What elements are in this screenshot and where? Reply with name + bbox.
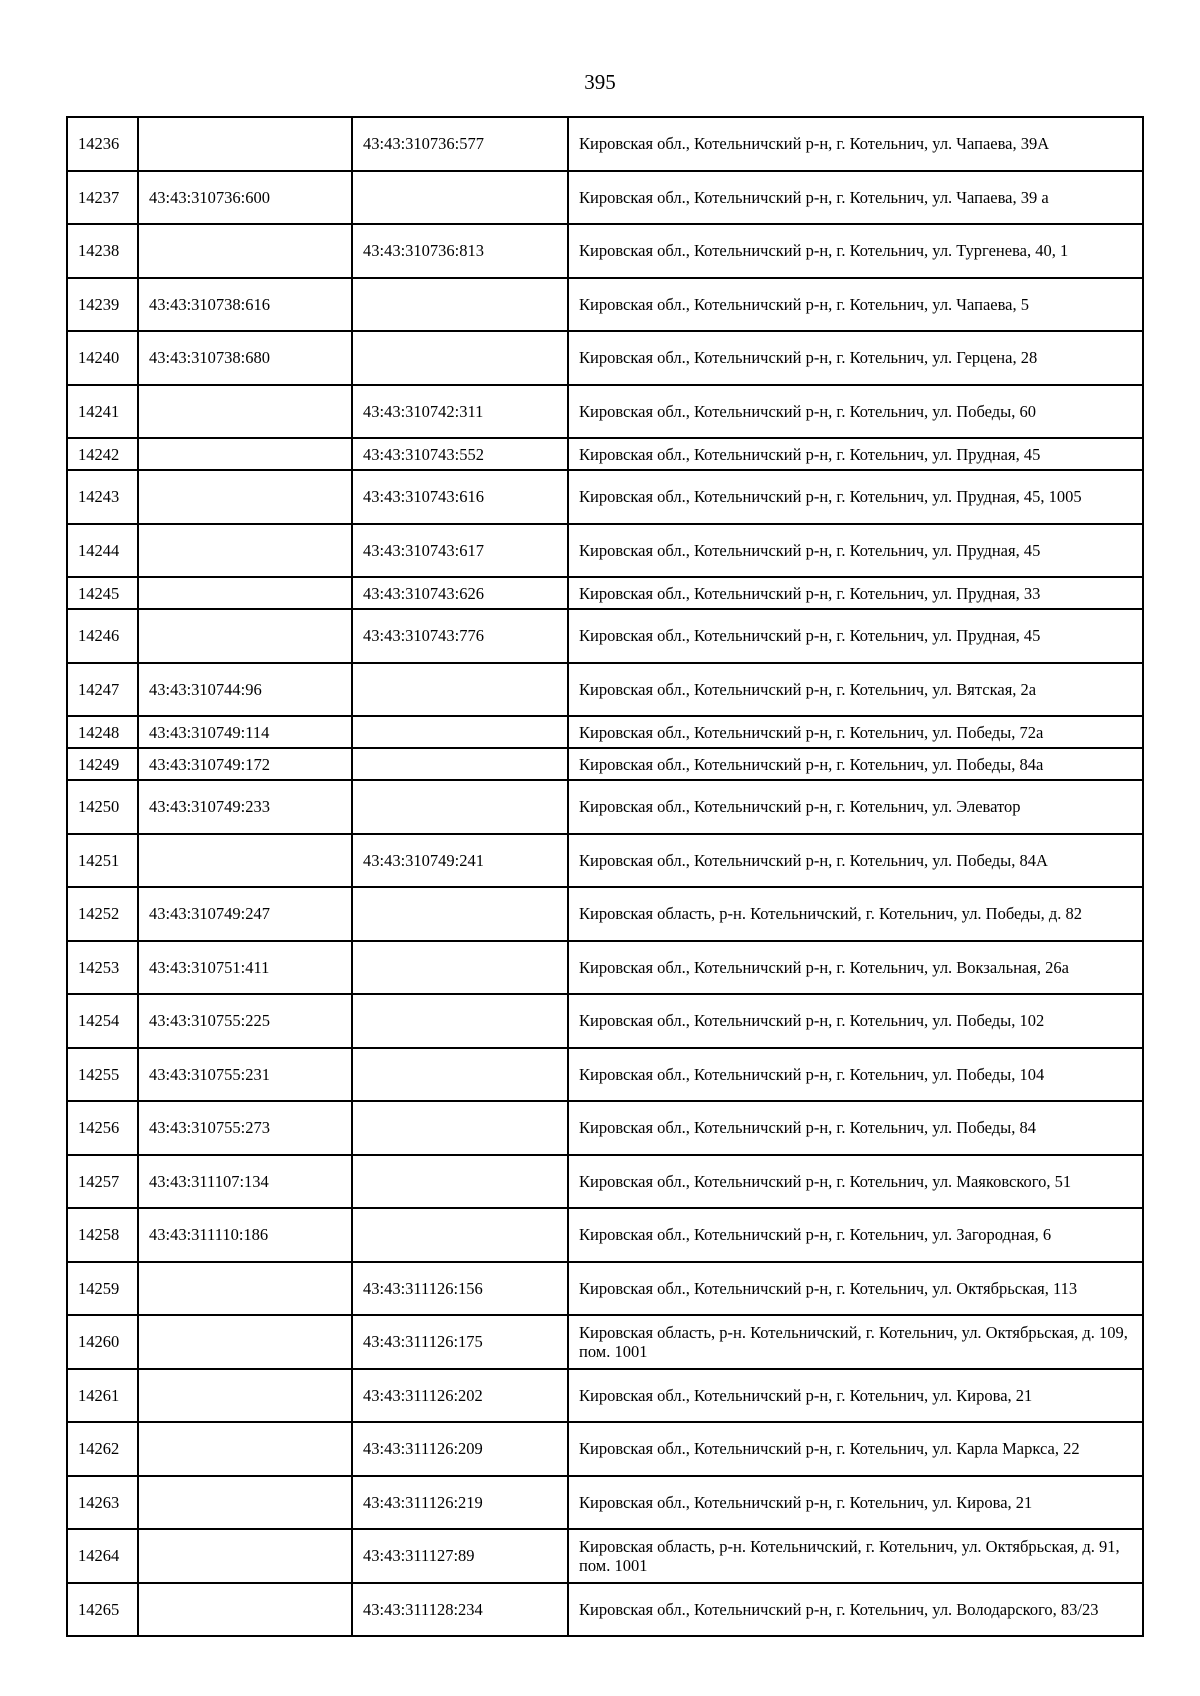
table-row	[67, 887, 1143, 941]
table-row	[67, 385, 1143, 439]
row-number-cell: 14256	[67, 1101, 138, 1155]
table-row	[67, 1048, 1143, 1102]
land-cadastral-number-cell	[138, 834, 352, 888]
row-number-cell: 14242	[67, 438, 138, 470]
row-number-cell: 14252	[67, 887, 138, 941]
land-cadastral-number-cell: 43:43:311110:186	[138, 1208, 352, 1262]
land-cadastral-number-cell	[138, 470, 352, 524]
row-number-cell: 14248	[67, 716, 138, 748]
land-cadastral-number-cell: 43:43:310749:114	[138, 716, 352, 748]
table-row	[67, 1315, 1143, 1369]
row-number-cell: 14246	[67, 609, 138, 663]
table-row	[67, 470, 1143, 524]
address-cell: Кировская обл., Котельничский р-н, г. Котельнич, ул. Кирова, 21	[568, 1476, 1143, 1530]
land-cadastral-number-cell	[138, 1369, 352, 1423]
row-number-cell: 14263	[67, 1476, 138, 1530]
row-number-cell: 14243	[67, 470, 138, 524]
address-cell: Кировская обл., Котельничский р-н, г. Котельнич, ул. Октябрьская, 113	[568, 1262, 1143, 1316]
address-cell: Кировская обл., Котельничский р-н, г. Котельнич, ул. Победы, 72а	[568, 716, 1143, 748]
address-cell: Кировская обл., Котельничский р-н, г. Котельнич, ул. Вятская, 2а	[568, 663, 1143, 717]
table-row	[67, 577, 1143, 609]
object-cadastral-number-cell	[352, 171, 568, 225]
row-number-cell: 14247	[67, 663, 138, 717]
table-row	[67, 1422, 1143, 1476]
object-cadastral-number-cell	[352, 278, 568, 332]
land-cadastral-number-cell: 43:43:310749:233	[138, 780, 352, 834]
object-cadastral-number-cell: 43:43:311126:156	[352, 1262, 568, 1316]
table-row	[67, 941, 1143, 995]
address-cell: Кировская обл., Котельничский р-н, г. Котельнич, ул. Победы, 60	[568, 385, 1143, 439]
address-cell: Кировская обл., Котельничский р-н, г. Котельнич, ул. Прудная, 45, 1005	[568, 470, 1143, 524]
table-row	[67, 1101, 1143, 1155]
row-number-cell: 14238	[67, 224, 138, 278]
object-cadastral-number-cell: 43:43:311126:219	[352, 1476, 568, 1530]
object-cadastral-number-cell: 43:43:311126:202	[352, 1369, 568, 1423]
object-cadastral-number-cell: 43:43:310736:813	[352, 224, 568, 278]
table-row	[67, 278, 1143, 332]
address-cell: Кировская обл., Котельничский р-н, г. Котельнич, ул. Вокзальная, 26а	[568, 941, 1143, 995]
object-cadastral-number-cell	[352, 994, 568, 1048]
object-cadastral-number-cell: 43:43:310736:577	[352, 117, 568, 171]
address-cell: Кировская обл., Котельничский р-н, г. Котельнич, ул. Тургенева, 40, 1	[568, 224, 1143, 278]
table-row	[67, 780, 1143, 834]
table-row	[67, 748, 1143, 780]
address-cell: Кировская обл., Котельничский р-н, г. Котельнич, ул. Победы, 102	[568, 994, 1143, 1048]
land-cadastral-number-cell	[138, 438, 352, 470]
address-cell: Кировская обл., Котельничский р-н, г. Котельнич, ул. Карла Маркса, 22	[568, 1422, 1143, 1476]
address-cell: Кировская обл., Котельничский р-н, г. Котельнич, ул. Победы, 84А	[568, 834, 1143, 888]
object-cadastral-number-cell: 43:43:311126:175	[352, 1315, 568, 1369]
object-cadastral-number-cell: 43:43:311128:234	[352, 1583, 568, 1637]
table-row	[67, 438, 1143, 470]
row-number-cell: 14253	[67, 941, 138, 995]
address-cell: Кировская обл., Котельничский р-н, г. Котельнич, ул. Победы, 84	[568, 1101, 1143, 1155]
row-number-cell: 14241	[67, 385, 138, 439]
address-cell: Кировская обл., Котельничский р-н, г. Котельнич, ул. Элеватор	[568, 780, 1143, 834]
row-number-cell: 14236	[67, 117, 138, 171]
row-number-cell: 14249	[67, 748, 138, 780]
object-cadastral-number-cell	[352, 331, 568, 385]
table-row	[67, 224, 1143, 278]
row-number-cell: 14254	[67, 994, 138, 1048]
table-row	[67, 171, 1143, 225]
land-cadastral-number-cell: 43:43:310736:600	[138, 171, 352, 225]
row-number-cell: 14237	[67, 171, 138, 225]
land-cadastral-number-cell: 43:43:310755:231	[138, 1048, 352, 1102]
address-cell: Кировская обл., Котельничский р-н, г. Котельнич, ул. Прудная, 45	[568, 438, 1143, 470]
object-cadastral-number-cell: 43:43:310743:616	[352, 470, 568, 524]
address-cell: Кировская обл., Котельничский р-н, г. Котельнич, ул. Победы, 84а	[568, 748, 1143, 780]
land-cadastral-number-cell	[138, 609, 352, 663]
table-row	[67, 1583, 1143, 1637]
row-number-cell: 14245	[67, 577, 138, 609]
object-cadastral-number-cell	[352, 1208, 568, 1262]
page-number: 395	[584, 70, 616, 94]
land-cadastral-number-cell	[138, 1583, 352, 1637]
land-cadastral-number-cell: 43:43:310755:273	[138, 1101, 352, 1155]
land-cadastral-number-cell: 43:43:310751:411	[138, 941, 352, 995]
table-row	[67, 663, 1143, 717]
object-cadastral-number-cell	[352, 748, 568, 780]
row-number-cell: 14251	[67, 834, 138, 888]
row-number-cell: 14244	[67, 524, 138, 578]
object-cadastral-number-cell: 43:43:310743:617	[352, 524, 568, 578]
table-row	[67, 1529, 1143, 1583]
row-number-cell: 14239	[67, 278, 138, 332]
land-cadastral-number-cell	[138, 577, 352, 609]
land-cadastral-number-cell	[138, 524, 352, 578]
table-row	[67, 834, 1143, 888]
address-cell: Кировская область, р-н. Котельничский, г. Котельнич, ул. Октябрьская, д. 109, пом. 1001	[568, 1315, 1143, 1369]
address-cell: Кировская обл., Котельничский р-н, г. Котельнич, ул. Победы, 104	[568, 1048, 1143, 1102]
address-cell: Кировская обл., Котельничский р-н, г. Котельнич, ул. Маяковского, 51	[568, 1155, 1143, 1209]
table-row	[67, 117, 1143, 171]
land-cadastral-number-cell	[138, 224, 352, 278]
land-cadastral-number-cell: 43:43:310738:680	[138, 331, 352, 385]
object-cadastral-number-cell	[352, 941, 568, 995]
address-cell: Кировская обл., Котельничский р-н, г. Котельнич, ул. Прудная, 45	[568, 524, 1143, 578]
address-cell: Кировская обл., Котельничский р-н, г. Котельнич, ул. Загородная, 6	[568, 1208, 1143, 1262]
row-number-cell: 14259	[67, 1262, 138, 1316]
land-cadastral-number-cell	[138, 1476, 352, 1530]
row-number-cell: 14258	[67, 1208, 138, 1262]
land-cadastral-number-cell	[138, 1262, 352, 1316]
land-cadastral-number-cell	[138, 1422, 352, 1476]
address-cell: Кировская обл., Котельничский р-н, г. Котельнич, ул. Прудная, 33	[568, 577, 1143, 609]
address-cell: Кировская обл., Котельничский р-н, г. Котельнич, ул. Герцена, 28	[568, 331, 1143, 385]
object-cadastral-number-cell	[352, 780, 568, 834]
table-row	[67, 1369, 1143, 1423]
object-cadastral-number-cell: 43:43:310742:311	[352, 385, 568, 439]
table-row	[67, 1262, 1143, 1316]
table-row	[67, 1155, 1143, 1209]
land-cadastral-number-cell	[138, 385, 352, 439]
object-cadastral-number-cell	[352, 1155, 568, 1209]
object-cadastral-number-cell: 43:43:311127:89	[352, 1529, 568, 1583]
object-cadastral-number-cell: 43:43:310743:552	[352, 438, 568, 470]
row-number-cell: 14261	[67, 1369, 138, 1423]
object-cadastral-number-cell: 43:43:310743:626	[352, 577, 568, 609]
table-row	[67, 331, 1143, 385]
object-cadastral-number-cell	[352, 716, 568, 748]
row-number-cell: 14265	[67, 1583, 138, 1637]
row-number-cell: 14262	[67, 1422, 138, 1476]
land-cadastral-number-cell: 43:43:310744:96	[138, 663, 352, 717]
row-number-cell: 14257	[67, 1155, 138, 1209]
land-cadastral-number-cell: 43:43:310749:247	[138, 887, 352, 941]
address-cell: Кировская обл., Котельничский р-н, г. Котельнич, ул. Чапаева, 39А	[568, 117, 1143, 171]
address-cell: Кировская обл., Котельничский р-н, г. Котельнич, ул. Прудная, 45	[568, 609, 1143, 663]
row-number-cell: 14240	[67, 331, 138, 385]
object-cadastral-number-cell: 43:43:310749:241	[352, 834, 568, 888]
object-cadastral-number-cell	[352, 887, 568, 941]
land-cadastral-number-cell: 43:43:310749:172	[138, 748, 352, 780]
registry-table	[66, 116, 1144, 1637]
address-cell: Кировская обл., Котельничский р-н, г. Котельнич, ул. Чапаева, 5	[568, 278, 1143, 332]
land-cadastral-number-cell: 43:43:310755:225	[138, 994, 352, 1048]
table-row	[67, 1476, 1143, 1530]
table-row	[67, 716, 1143, 748]
land-cadastral-number-cell: 43:43:310738:616	[138, 278, 352, 332]
row-number-cell: 14260	[67, 1315, 138, 1369]
object-cadastral-number-cell: 43:43:311126:209	[352, 1422, 568, 1476]
table-row	[67, 1208, 1143, 1262]
table-row	[67, 994, 1143, 1048]
table-row	[67, 524, 1143, 578]
land-cadastral-number-cell	[138, 117, 352, 171]
address-cell: Кировская обл., Котельничский р-н, г. Котельнич, ул. Чапаева, 39 а	[568, 171, 1143, 225]
registry-table-body	[67, 117, 1143, 1636]
land-cadastral-number-cell	[138, 1315, 352, 1369]
object-cadastral-number-cell	[352, 663, 568, 717]
address-cell: Кировская область, р-н. Котельничский, г. Котельнич, ул. Октябрьская, д. 91, пом. 1001	[568, 1529, 1143, 1583]
object-cadastral-number-cell	[352, 1048, 568, 1102]
land-cadastral-number-cell: 43:43:311107:134	[138, 1155, 352, 1209]
table-row	[67, 609, 1143, 663]
address-cell: Кировская область, р-н. Котельничский, г. Котельнич, ул. Победы, д. 82	[568, 887, 1143, 941]
address-cell: Кировская обл., Котельничский р-н, г. Котельнич, ул. Кирова, 21	[568, 1369, 1143, 1423]
object-cadastral-number-cell	[352, 1101, 568, 1155]
address-cell: Кировская обл., Котельничский р-н, г. Котельнич, ул. Володарского, 83/23	[568, 1583, 1143, 1637]
row-number-cell: 14250	[67, 780, 138, 834]
row-number-cell: 14255	[67, 1048, 138, 1102]
object-cadastral-number-cell: 43:43:310743:776	[352, 609, 568, 663]
row-number-cell: 14264	[67, 1529, 138, 1583]
land-cadastral-number-cell	[138, 1529, 352, 1583]
